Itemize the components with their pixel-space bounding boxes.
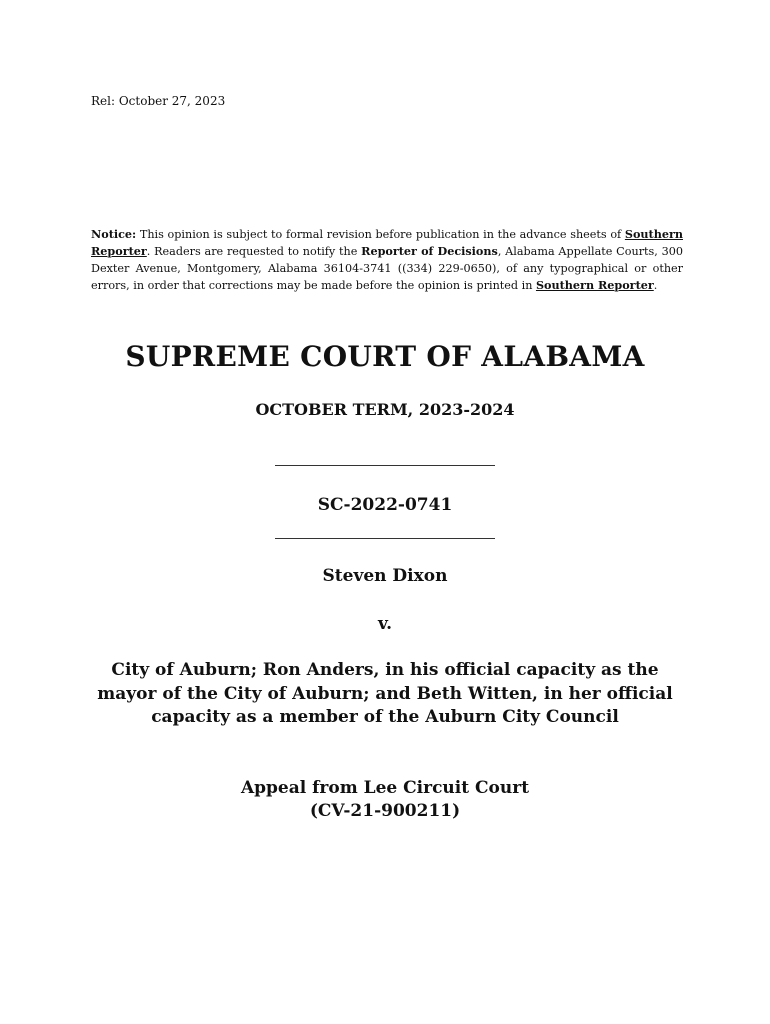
notice-text-2: . Readers are requested to notify the	[146, 245, 362, 258]
southern-reporter-link-1: Southern Reporter	[91, 227, 683, 258]
appeal-info	[0, 777, 770, 823]
appeal-case-number: (CV-21-900211)	[309, 801, 461, 821]
reporter-of-decisions: Reporter of Decisions	[361, 244, 498, 258]
appellees-line-3: capacity as a member of the Auburn City Council	[151, 707, 619, 727]
notice-label: Notice:	[91, 227, 137, 241]
court-term: OCTOBER TERM, 2023-2024	[255, 400, 515, 419]
court-name: SUPREME COURT OF ALABAMA	[125, 340, 645, 373]
release-date: Rel: October 27, 2023	[91, 94, 226, 108]
southern-reporter-link-2: Southern Reporter	[535, 278, 654, 292]
notice-paragraph	[91, 226, 683, 294]
docket-number: SC-2022-0741	[317, 495, 453, 515]
divider-top	[275, 465, 495, 466]
appellees-line-2: mayor of the City of Auburn; and Beth Witten, in her official	[97, 683, 673, 704]
appellant-name: Steven Dixon	[322, 566, 448, 586]
divider-bottom	[275, 538, 495, 539]
notice-text-1: This opinion is subject to formal revision before publication in the advance sheets of	[136, 228, 625, 241]
notice-text-4: .	[653, 279, 658, 292]
versus: v.	[377, 614, 393, 634]
appeal-court: Appeal from Lee Circuit Court	[240, 778, 530, 798]
appellees	[0, 659, 770, 730]
appellees-line-1: City of Auburn; Ron Anders, in his official capacity as the	[111, 660, 659, 680]
notice-text-3: , Alabama Appellate Courts, 300 Dexter Avenue, Montgomery, Alabama 36104-3741 ((334) 229-0650), of any typographical or other errors, in order that corrections may be made before the opinion is printed in	[91, 245, 683, 292]
